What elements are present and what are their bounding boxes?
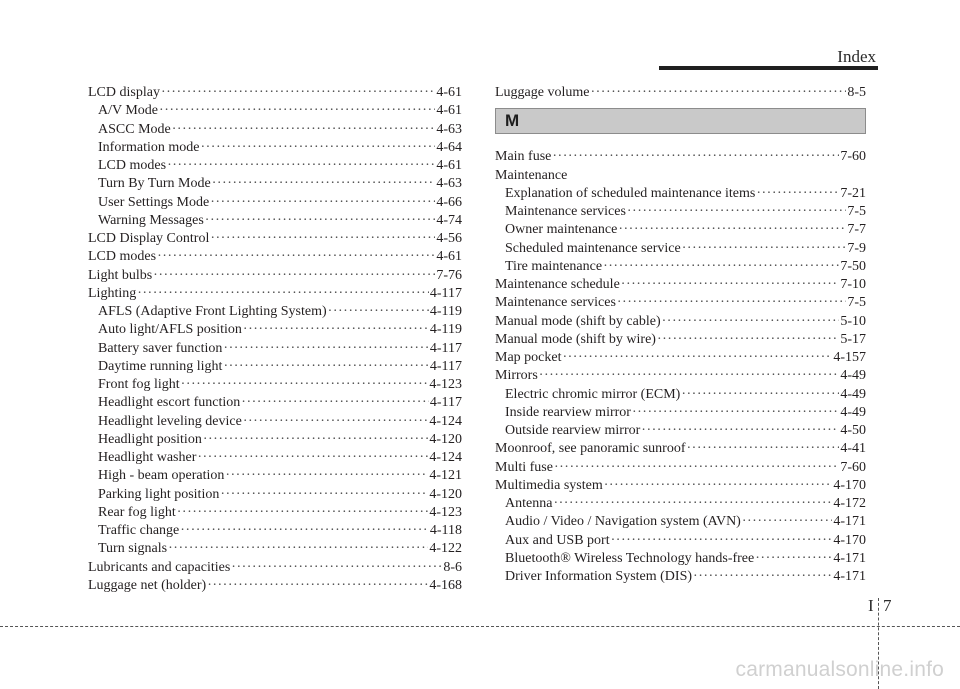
dot-leader bbox=[220, 486, 428, 504]
dot-leader bbox=[200, 139, 435, 157]
index-entry bbox=[88, 394, 462, 412]
index-entry-page: 4-61 bbox=[436, 103, 462, 119]
dot-leader bbox=[225, 467, 428, 485]
dot-leader bbox=[172, 121, 436, 139]
index-entry-term: Main fuse bbox=[495, 149, 552, 165]
index-entry-term: Auto light/AFLS position bbox=[98, 322, 242, 338]
dot-leader bbox=[562, 349, 832, 367]
index-entry bbox=[88, 175, 462, 193]
index-entry-page: 4-74 bbox=[436, 212, 462, 228]
index-entry bbox=[88, 303, 462, 321]
index-entry-term: Inside rearview mirror bbox=[505, 404, 631, 420]
index-entry-page: 5-17 bbox=[840, 331, 866, 347]
index-entry-term: Audio / Video / Navigation system (AVN) bbox=[505, 514, 741, 530]
index-entry-term: Lubricants and capacities bbox=[88, 559, 231, 575]
footer-section-label: I bbox=[868, 596, 874, 615]
index-entry-page: 7-5 bbox=[847, 295, 866, 311]
index-entry-term: Driver Information System (DIS) bbox=[505, 569, 693, 584]
index-entry-term: Warning Messages bbox=[98, 212, 204, 228]
index-entry-term: Traffic change bbox=[98, 523, 180, 538]
index-entry bbox=[495, 386, 866, 404]
index-entry-term: ASCC Mode bbox=[98, 121, 171, 137]
index-entry bbox=[495, 276, 866, 294]
index-entry bbox=[495, 568, 866, 586]
index-entry bbox=[88, 413, 462, 431]
index-entry-page: 7-9 bbox=[847, 240, 866, 256]
dot-leader bbox=[159, 102, 435, 120]
index-entry-page: 4-61 bbox=[436, 85, 462, 100]
index-entry-term: Manual mode (shift by wire) bbox=[495, 331, 656, 347]
dot-leader bbox=[641, 422, 839, 440]
dot-leader bbox=[210, 230, 435, 248]
dot-leader bbox=[212, 175, 436, 193]
index-entry-term: Multi fuse bbox=[495, 459, 553, 475]
index-entry bbox=[495, 203, 866, 221]
dot-leader bbox=[168, 540, 428, 558]
index-entry bbox=[88, 449, 462, 467]
dot-leader bbox=[603, 258, 839, 276]
index-entry bbox=[495, 167, 866, 185]
index-entry-term: Maintenance bbox=[495, 167, 568, 183]
index-entry-term: Information mode bbox=[98, 139, 200, 155]
index-entry-term: Scheduled maintenance service bbox=[505, 240, 681, 256]
index-entry-term: Bluetooth® Wireless Technology hands-free bbox=[505, 550, 755, 566]
index-entry-page: 4-61 bbox=[436, 158, 462, 173]
dot-leader bbox=[657, 331, 839, 349]
index-entry bbox=[88, 157, 462, 175]
index-entry-term: Battery saver function bbox=[98, 340, 223, 356]
index-entry-page: 7-50 bbox=[840, 258, 866, 274]
index-entry bbox=[495, 349, 866, 367]
index-entry-term: Headlight washer bbox=[98, 450, 197, 465]
index-entry-page: 4-123 bbox=[429, 504, 462, 520]
dot-leader bbox=[539, 367, 840, 385]
index-entry-page: 4-49 bbox=[840, 368, 866, 384]
index-entries-m bbox=[495, 148, 866, 586]
index-entry-page: 8-6 bbox=[443, 559, 462, 575]
index-entry bbox=[495, 550, 866, 568]
dot-leader bbox=[177, 504, 429, 522]
index-entry bbox=[495, 84, 866, 102]
index-entry-term: Light bulbs bbox=[88, 267, 153, 283]
index-entry-term: Front fog light bbox=[98, 377, 180, 392]
dot-leader bbox=[552, 148, 839, 166]
index-entry-page: 4-66 bbox=[436, 194, 462, 210]
footer-page-number: 7 bbox=[883, 596, 892, 615]
index-entry-page: 4-120 bbox=[429, 431, 462, 447]
index-entry-page: 4-117 bbox=[429, 395, 462, 411]
index-entry-term: Rear fog light bbox=[98, 504, 176, 520]
dot-leader bbox=[742, 513, 832, 531]
index-entry-page: 7-60 bbox=[840, 459, 866, 475]
dot-leader bbox=[553, 495, 832, 513]
index-entry-page: 4-172 bbox=[833, 496, 866, 511]
index-entry-page: 4-63 bbox=[436, 121, 462, 137]
index-entry bbox=[495, 477, 866, 495]
page-header-title: Index bbox=[837, 47, 876, 66]
index-entry-page: 4-64 bbox=[436, 139, 462, 155]
index-entry bbox=[495, 331, 866, 349]
index-entry-term: Turn By Turn Mode bbox=[98, 176, 211, 192]
dot-leader bbox=[231, 559, 442, 577]
index-entry-term: Headlight leveling device bbox=[98, 413, 242, 429]
dot-leader bbox=[243, 413, 428, 431]
index-entry bbox=[88, 248, 462, 266]
index-entry-page: 7-60 bbox=[840, 149, 866, 165]
index-entry-page: 4-117 bbox=[429, 340, 462, 356]
dot-leader bbox=[328, 303, 429, 321]
dot-leader bbox=[210, 194, 435, 212]
dot-leader bbox=[755, 550, 832, 568]
footer-dashed-rule bbox=[0, 626, 960, 627]
index-entry-page: 4-118 bbox=[429, 523, 462, 538]
index-entry bbox=[88, 358, 462, 376]
index-entry-page: 4-41 bbox=[840, 441, 866, 457]
index-entry bbox=[88, 285, 462, 303]
index-entry-term: Headlight escort function bbox=[98, 395, 241, 411]
index-entry bbox=[88, 230, 462, 248]
index-entry-page: 4-121 bbox=[429, 468, 462, 484]
index-entry bbox=[495, 221, 866, 239]
index-entry-term: Owner maintenance bbox=[505, 222, 618, 238]
index-entry bbox=[495, 148, 866, 166]
index-entry bbox=[88, 540, 462, 558]
index-entry bbox=[495, 532, 866, 550]
index-entry bbox=[88, 559, 462, 577]
index-entry bbox=[495, 258, 866, 276]
index-entry-term: Explanation of scheduled maintenance items bbox=[505, 185, 756, 201]
index-entry bbox=[495, 313, 866, 331]
dot-leader bbox=[223, 340, 428, 358]
index-entry-term: Electric chromic mirror (ECM) bbox=[505, 386, 681, 402]
index-entry-page: 4-120 bbox=[429, 486, 462, 502]
index-entry-page: 4-170 bbox=[833, 532, 866, 548]
index-entry bbox=[495, 240, 866, 258]
dot-leader bbox=[180, 522, 429, 540]
index-entry bbox=[88, 467, 462, 485]
index-entry bbox=[495, 495, 866, 513]
index-entry-page: 4-56 bbox=[436, 231, 462, 246]
index-entry-page: 4-49 bbox=[840, 404, 866, 420]
index-entry bbox=[495, 367, 866, 385]
index-entry-page: 4-50 bbox=[840, 423, 866, 438]
index-entry bbox=[88, 522, 462, 540]
index-entry-term: Multimedia system bbox=[495, 477, 603, 493]
index-entry bbox=[88, 84, 462, 102]
dot-leader bbox=[554, 459, 839, 477]
index-entry-page: 8-5 bbox=[847, 85, 866, 100]
index-entry-term: Tire maintenance bbox=[505, 258, 603, 274]
index-entry-term: Maintenance schedule bbox=[495, 277, 620, 292]
index-entry-term: LCD Display Control bbox=[88, 231, 210, 246]
index-entry-page: 4-171 bbox=[833, 569, 866, 584]
index-entry bbox=[495, 422, 866, 440]
dot-leader bbox=[197, 449, 428, 467]
dot-leader bbox=[203, 431, 429, 449]
index-entry-term: Maintenance services bbox=[505, 204, 626, 219]
dot-leader bbox=[693, 568, 832, 586]
index-entries-l-continued bbox=[495, 84, 866, 102]
index-entry-page: 7-10 bbox=[840, 277, 866, 292]
index-entry-term: Outside rearview mirror bbox=[505, 423, 641, 438]
index-entry-term: User Settings Mode bbox=[98, 194, 210, 210]
index-entry-page: 4-119 bbox=[429, 322, 462, 338]
index-entry-term: Antenna bbox=[505, 496, 553, 511]
index-column-right bbox=[495, 84, 866, 586]
section-header-m bbox=[495, 108, 866, 134]
index-entry-page: 4-123 bbox=[429, 377, 462, 392]
index-entry bbox=[495, 404, 866, 422]
index-entry-term: Manual mode (shift by cable) bbox=[495, 313, 661, 329]
index-entry-term: Aux and USB port bbox=[505, 532, 610, 548]
index-entry-term: AFLS (Adaptive Front Lighting System) bbox=[98, 304, 327, 319]
dot-leader bbox=[223, 358, 428, 376]
dot-leader bbox=[161, 84, 435, 102]
index-entry bbox=[88, 194, 462, 212]
dot-leader bbox=[681, 386, 839, 404]
index-entry-page: 7-5 bbox=[847, 204, 866, 219]
index-entry bbox=[88, 504, 462, 522]
index-entry bbox=[495, 459, 866, 477]
index-entry-term: Moonroof, see panoramic sunroof bbox=[495, 441, 686, 457]
dot-leader bbox=[687, 440, 840, 458]
index-entry-page: 7-21 bbox=[840, 185, 866, 201]
index-entry-term: LCD display bbox=[88, 85, 160, 100]
index-entry-page: 4-63 bbox=[436, 176, 462, 192]
index-entry-term: Luggage net (holder) bbox=[88, 577, 207, 593]
section-letter: M bbox=[505, 111, 520, 131]
index-entry-page: 4-170 bbox=[833, 477, 866, 493]
dot-leader bbox=[632, 404, 839, 422]
dot-leader bbox=[611, 532, 833, 550]
index-entry-term: LCD modes bbox=[98, 158, 167, 173]
dot-leader bbox=[167, 157, 435, 175]
index-entry-term: High - beam operation bbox=[98, 468, 225, 484]
index-entry-term: Turn signals bbox=[98, 541, 168, 557]
header-rule bbox=[659, 66, 878, 70]
dot-leader bbox=[621, 276, 840, 294]
index-entry bbox=[88, 376, 462, 394]
index-entry-term: Maintenance services bbox=[495, 295, 616, 311]
index-entry-page: 4-61 bbox=[436, 249, 462, 265]
dot-leader bbox=[137, 285, 429, 303]
dot-leader bbox=[157, 248, 435, 266]
dot-leader bbox=[241, 394, 429, 412]
index-entry bbox=[88, 321, 462, 339]
dot-leader bbox=[756, 185, 839, 203]
dot-leader bbox=[181, 376, 429, 394]
index-entry-page: 7-76 bbox=[436, 267, 462, 283]
index-entry-term: Luggage volume bbox=[495, 85, 590, 100]
watermark: carmanualsonline.info bbox=[735, 658, 944, 681]
index-entry-page: 4-171 bbox=[833, 550, 866, 566]
index-entry-page: 4-171 bbox=[833, 514, 866, 530]
index-entry bbox=[88, 212, 462, 230]
dot-leader bbox=[153, 267, 435, 285]
index-entry bbox=[88, 139, 462, 157]
index-entry-term: Lighting bbox=[88, 285, 137, 301]
index-entry-page: 4-168 bbox=[429, 577, 462, 593]
index-entry bbox=[88, 577, 462, 595]
index-entry bbox=[88, 102, 462, 120]
index-entry bbox=[88, 267, 462, 285]
dot-leader bbox=[682, 240, 847, 258]
index-entry-term: Daytime running light bbox=[98, 358, 223, 374]
dot-leader bbox=[627, 203, 846, 221]
index-entry-page: 4-157 bbox=[833, 350, 866, 365]
index-entry bbox=[88, 486, 462, 504]
dot-leader bbox=[618, 221, 846, 239]
dot-leader bbox=[617, 294, 846, 312]
index-column-left bbox=[88, 84, 462, 595]
index-entry bbox=[88, 340, 462, 358]
dot-leader bbox=[205, 212, 436, 230]
dot-leader bbox=[662, 313, 840, 331]
index-entry-page: 7-7 bbox=[847, 222, 866, 238]
index-entry bbox=[495, 440, 866, 458]
index-entry-page: 4-122 bbox=[429, 541, 462, 557]
index-entry-page: 4-117 bbox=[429, 358, 462, 374]
dot-leader bbox=[243, 321, 429, 339]
index-entry-term: Map pocket bbox=[495, 350, 562, 365]
index-entry-page: 4-117 bbox=[429, 285, 462, 301]
index-entry bbox=[495, 513, 866, 531]
index-entry-term: Mirrors bbox=[495, 368, 538, 384]
index-entry-term: Headlight position bbox=[98, 431, 202, 447]
index-entry-term: LCD modes bbox=[88, 249, 157, 265]
index-entry bbox=[495, 185, 866, 203]
index-entry bbox=[88, 121, 462, 139]
index-entry bbox=[495, 294, 866, 312]
index-entry-page: 5-10 bbox=[840, 313, 866, 329]
dot-leader bbox=[207, 577, 428, 595]
index-entry-page: 4-124 bbox=[429, 450, 462, 465]
index-entry-page: 4-124 bbox=[429, 413, 462, 429]
dot-leader bbox=[590, 84, 846, 102]
dot-leader bbox=[604, 477, 833, 495]
index-entry-term: Parking light position bbox=[98, 486, 220, 502]
index-entry-page: 4-49 bbox=[840, 386, 866, 402]
index-entry bbox=[88, 431, 462, 449]
index-entry-page: 4-119 bbox=[429, 304, 462, 319]
index-entry-term: A/V Mode bbox=[98, 103, 159, 119]
